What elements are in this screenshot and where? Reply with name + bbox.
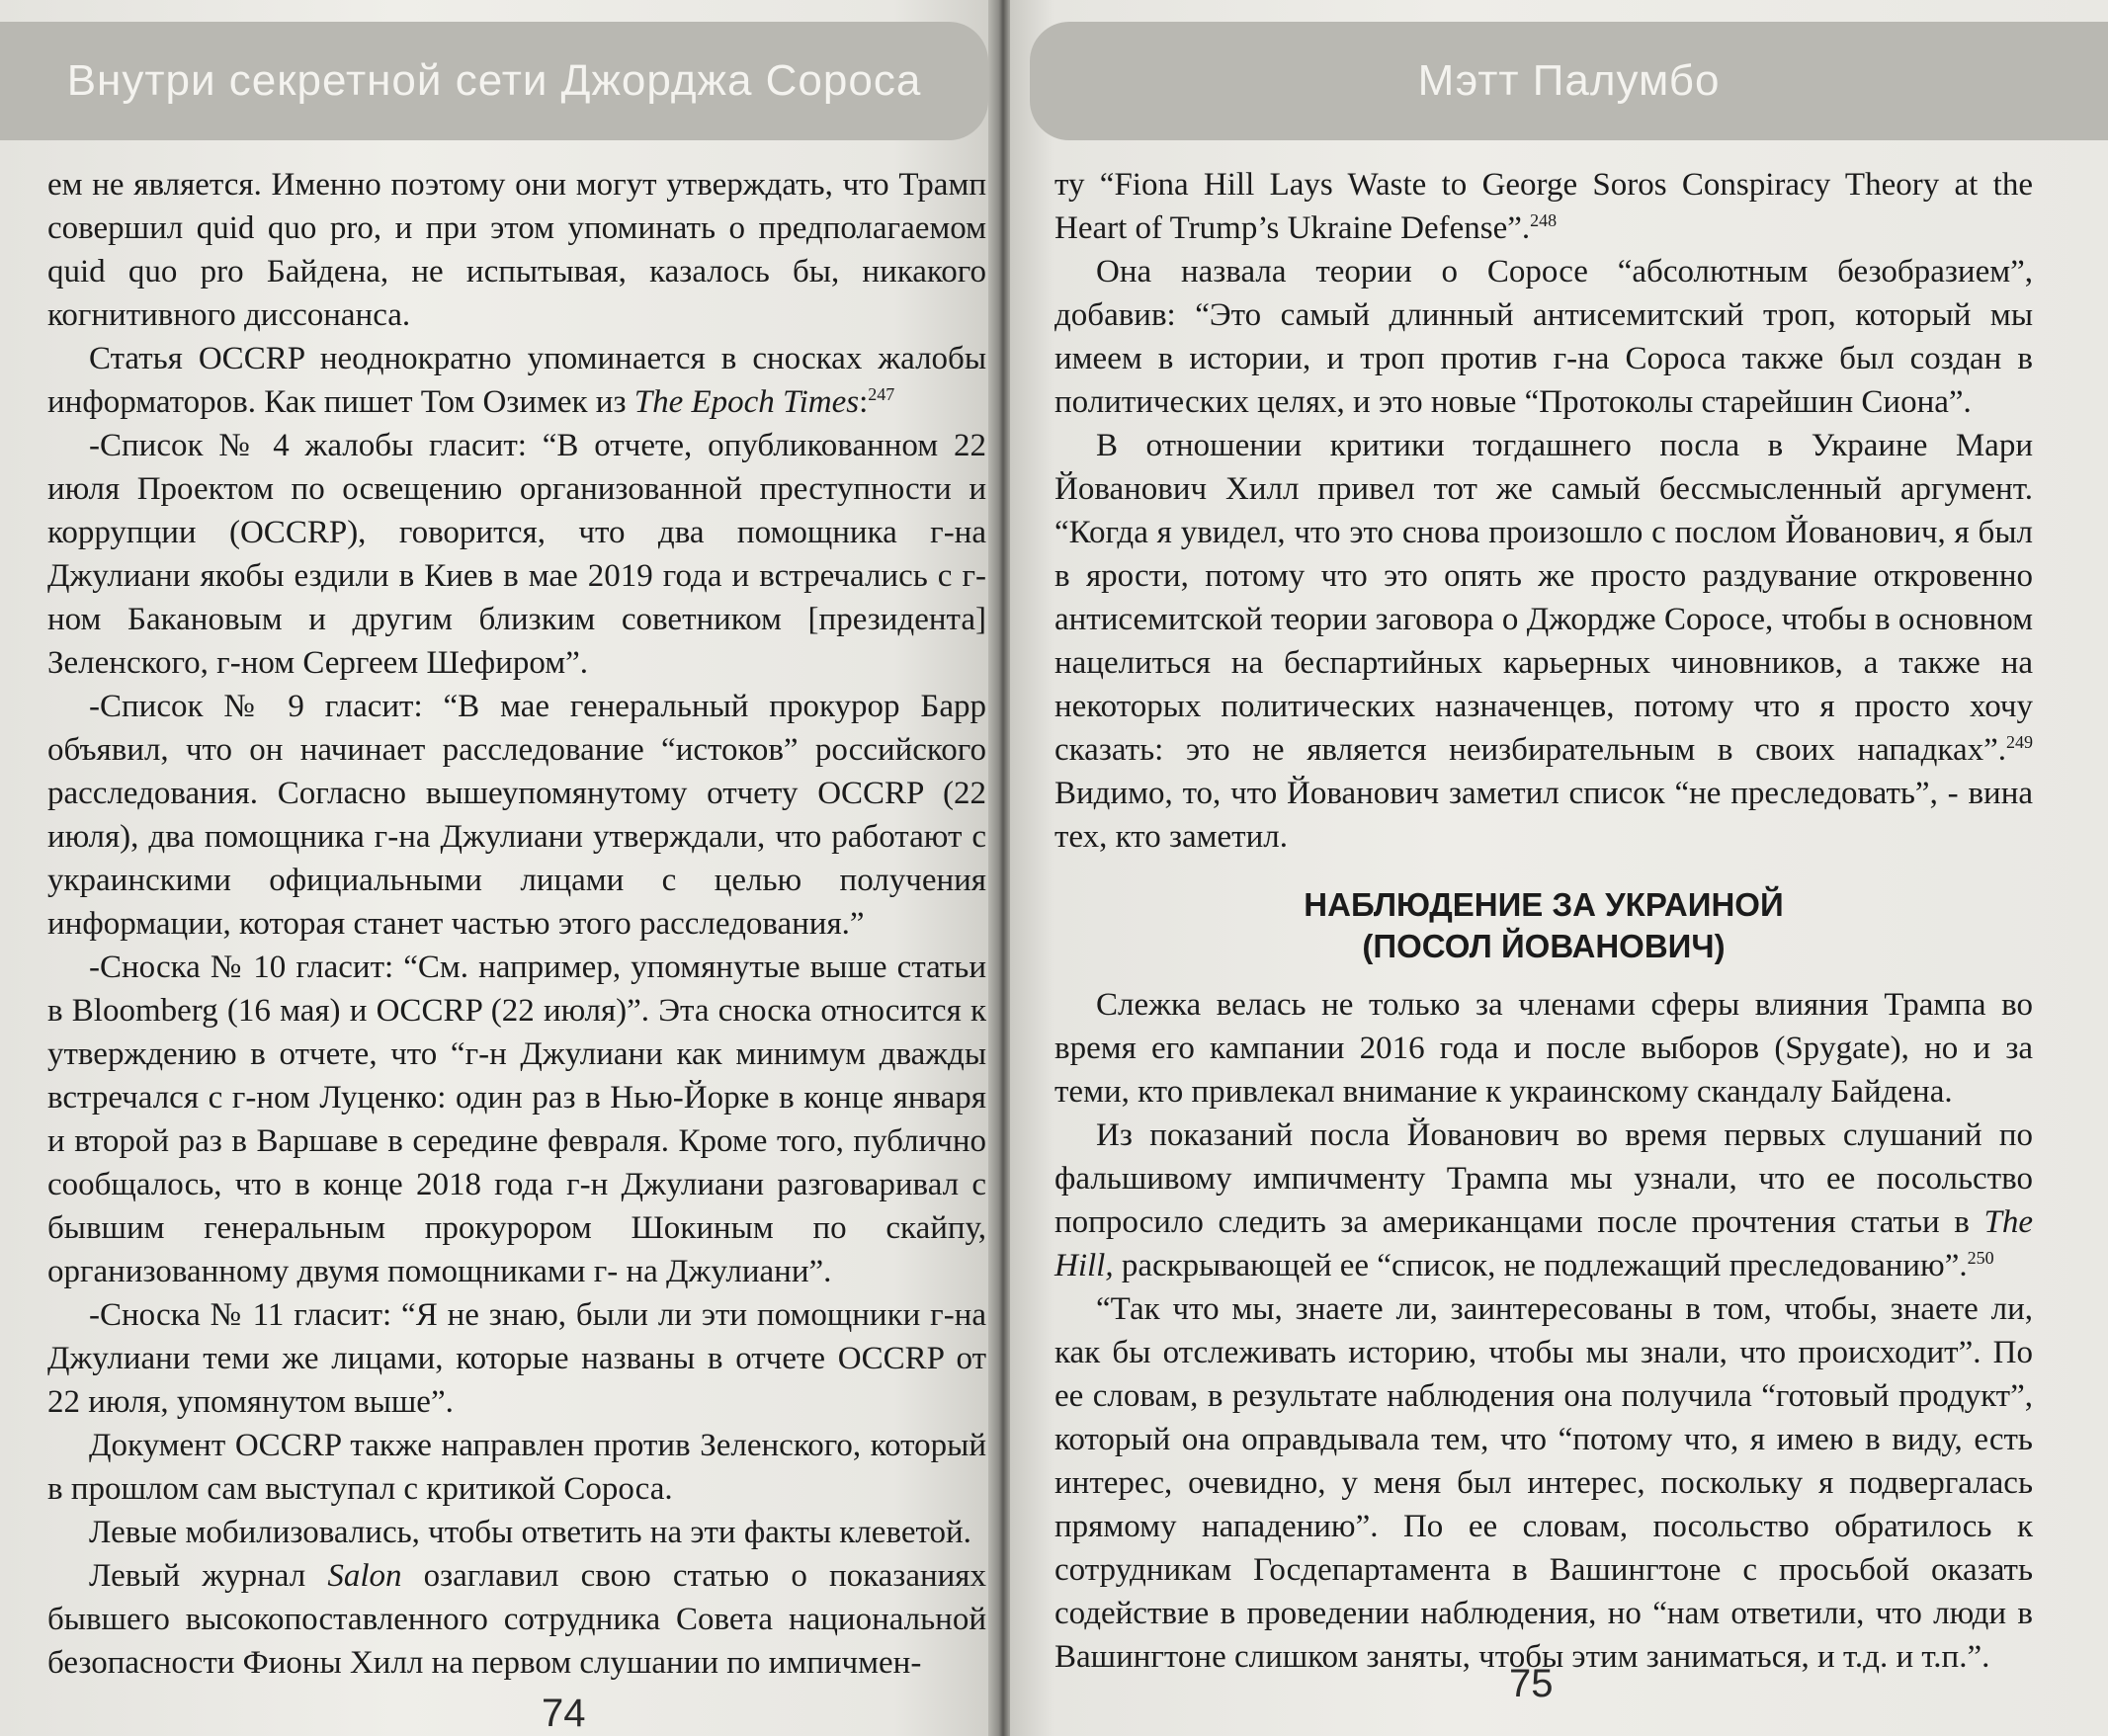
page-number: 74 <box>542 1692 586 1735</box>
left-page <box>0 0 993 1736</box>
footnote-ref: 249 <box>2006 732 2033 752</box>
paragraph: Статья OCCRP неоднократно упоминается в сносках жалобы информаторов. Как пишет Том Озимек из The Epoch Times:$^{247}$ <box>47 341 986 420</box>
paragraph: Левые мобилизовались, чтобы ответить на эти факты клеветой. <box>89 1515 971 1550</box>
paragraph: ту “Fiona Hill Lays Waste to George Soros Conspiracy Theory at the Heart of Trump’s Ukraine Defense”.$^{248}$ <box>1054 167 2033 246</box>
paragraph: Документ OCCRP также направлен против Зеленского, который в прошлом сам выступал с критикой Сороса. <box>47 1428 986 1507</box>
paragraph: Левый журнал Salon озаглавил свою статью о показаниях бывшего высокопоставленного сотрудника Совета национальной безопасности Фионы Хилл на первом слушании по импичмен- <box>47 1558 986 1681</box>
paragraph: Она назвала теории о Соросе “абсолютным безобразием”, добавив: “Это самый длинный антисемитский троп, который мы имеем в истории, и троп против г-на Сороса также был создан в политических целях, и это новые “Протоколы старейшин Сиона”. <box>1054 254 2033 420</box>
paragraph: -Сноска № 11 гласит: “Я не знаю, были ли эти помощники г-на Джулиани теми же лицами, которые названы в отчете OCCRP от 22 июля, упомянутом выше”. <box>47 1297 986 1420</box>
right-page <box>1010 0 2108 1736</box>
running-header <box>0 22 988 140</box>
footnote-ref: 250 <box>1967 1248 1994 1268</box>
paragraph: ем не является. Именно поэтому они могут утверждать, что Трамп совершил quid quo pro, и при этом упоминать о предполагаемом quid quo pro Байдена, не испытывая, казалось бы, никакого когнитивного диссонанса. <box>47 167 986 333</box>
paragraph: -Список № 9 гласит: “В мае генеральный прокурор Барр объявил, что он начинает расследование “истоков” российского расследования. Согласно вышеупомянутому отчету OCCRP (22 июля), два помощника г-на Джулиани утверждали, что работают с украинскими официальными лицами с целью получения информации, которая станет частью этого расследования.” <box>47 689 986 942</box>
paragraph: Слежка велась не только за членами сферы влияния Трампа во время его кампании 2016 года и после выборов (Spygate), но и за теми, кто привлекал внимание к украинскому скандалу Байдена. <box>1054 987 2033 1110</box>
running-header <box>1030 22 2108 140</box>
body-text <box>1054 163 2033 1679</box>
paragraph: “Так что мы, знаете ли, заинтересованы в том, чтобы, знаете ли, как бы отслеживать историю, чтобы мы знали, что происходит”. По ее словам, в результате наблюдения она получила “готовый продукт”, который она оправдывала тем, что “потому что, я имею в виду, есть интерес, очевидно, у меня был интерес, поскольку я подвергалась прямому нападению”. По ее словам, посольство обратилось к сотрудникам Госдепартамента в Вашингтоне с просьбой оказать содействие в проведении наблюдения, но “нам ответили, что люди в Вашингтоне слишком заняты, чтобы этим заниматься, и т.д. и т.п.”. <box>1054 1291 2033 1675</box>
paragraph: Из показаний посла Йованович во время первых слушаний по фальшивому импичменту Трампа мы узнали, что ее посольство попросило следить за американцами после прочтения статьи в The Hill, раскрывающей ее “список, не подлежащий преследованию”.$^{250}$ <box>1054 1117 2033 1283</box>
header-title: Мэтт Палумбо <box>1417 56 1721 105</box>
section-heading: НАБЛЮДЕНИЕ ЗА УКРАИНОЙ (ПОСОЛ ЙОВАНОВИЧ) <box>1304 886 1784 964</box>
paragraph: В отношении критики тогдашнего посла в Украине Мари Йованович Хилл привел тот же самый бессмысленный аргумент. “Когда я увидел, что это снова произошло с послом Йованович, я был в ярости, потому что это опять же просто раздувание откровенно антисемитской теории заговора о Джордже Соросе, чтобы в основном нацелиться на беспартийных карьерных чиновников, а также на некоторых политических назначенцев, потому что я просто хочу сказать: это не является неизбирательным в своих нападках”.$^{249}$ Видимо, то, что Йованович заметил список “не преследовать”, - вина тех, кто заметил. <box>1054 428 2033 855</box>
footnote-ref: 247 <box>868 384 895 404</box>
header-title: Внутри секретной сети Джорджа Сороса <box>66 56 922 105</box>
footnote-ref: 248 <box>1530 210 1558 230</box>
paragraph: -Список № 4 жалобы гласит: “В отчете, опубликованном 22 июля Проектом по освещению организованной преступности и коррупции (OCCRP), говорится, что два помощника г-на Джулиани якобы ездили в Киев в мае 2019 года и встречались с г-ном Бакановым и другим близким советником [президента] Зеленского, г-ном Сергеем Шефиром”. <box>47 428 986 681</box>
page-number: 75 <box>1509 1662 1554 1705</box>
body-text <box>47 163 986 1685</box>
paragraph: -Сноска № 10 гласит: “См. например, упомянутые выше статьи в Bloomberg (16 мая) и OCCRP (22 июля)”. Эта сноска относится к утверждению в отчете, что “г-н Джулиани как минимум дважды встречался с г-ном Луценко: один раз в Нью-Йорке в конце января и второй раз в Варшаве в середине февраля. Кроме того, публично сообщалось, что в конце 2018 года г-н Джулиани разговаривал с бывшим генеральным прокурором Шокиным по скайпу, организованному двумя помощниками г- на Джулиани”. <box>47 950 986 1289</box>
